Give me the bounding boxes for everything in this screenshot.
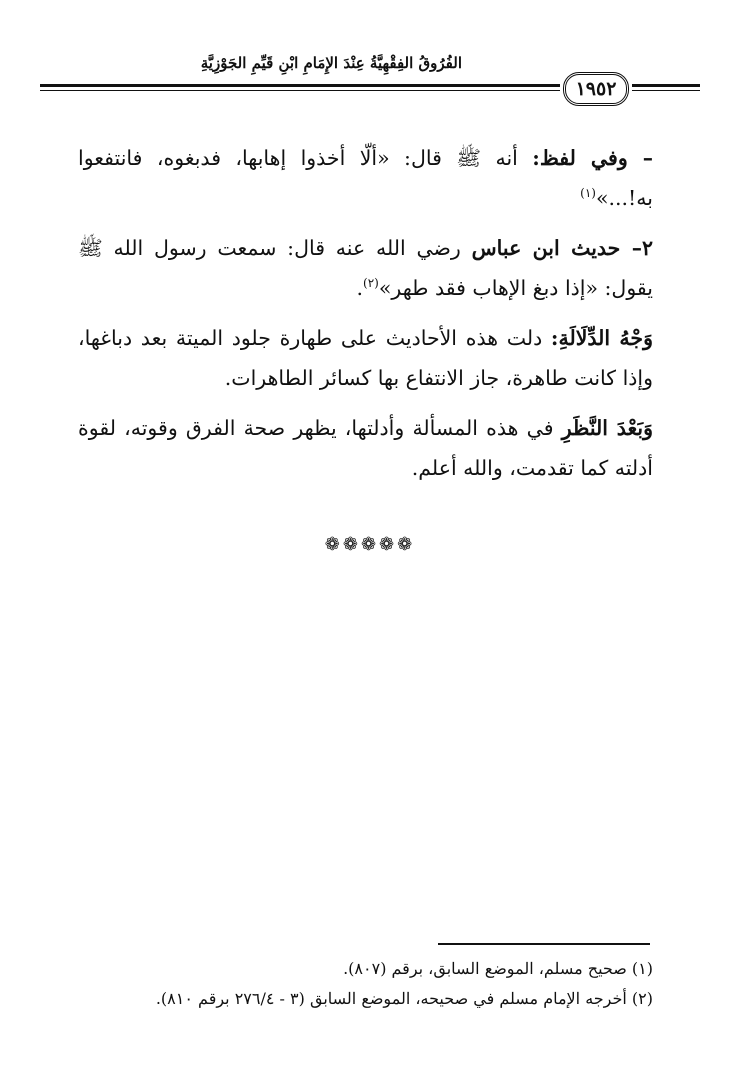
header-title: الفُرُوقُ الفِقْهِيَّةُ عِنْدَ الإِمَامِ ابْنِ قَيِّمِ الجَوْزِيَّةِ (200, 54, 462, 72)
paragraph-4-text: في هذه المسألة وأدلتها، يظهر صحة الفرق وقوته، لقوة أدلته كما تقدمت، والله أعلم. (78, 416, 653, 480)
page-number: ١٩٥٢ (563, 72, 629, 106)
main-text (78, 138, 653, 498)
paragraph-2-text: رضي الله عنه قال: سمعت رسول الله ﷺ يقول: «إذا دبغ الإهاب فقد طهر» (78, 236, 653, 300)
paragraph-3 (78, 318, 653, 398)
paragraph-3-text: دلت هذه الأحاديث على طهارة جلود الميتة بعد دباغها، وإذا كانت طاهرة، جاز الانتفاع بها كسائر الطاهرات. (78, 326, 653, 390)
footnote-1: (١) صحيح مسلم، الموضع السابق، برقم (٨٠٧). (343, 959, 653, 978)
paragraph-3-lead: وَجْهُ الدِّلَالَةِ: (550, 326, 653, 350)
footnote-ref-1[interactable]: (١) (580, 186, 596, 201)
header-rule-thick (40, 84, 560, 87)
paragraph-1-text: أنه ﷺ قال: «ألّا أخذوا إهابها، فدبغوه، فانتفعوا به!...» (78, 146, 653, 210)
paragraph-1 (78, 138, 653, 218)
paragraph-2-lead: ٢– حديث ابن عباس (471, 236, 654, 260)
header-rule-thick-right (632, 84, 700, 87)
paragraph-4 (78, 408, 653, 488)
footnote-ref-2[interactable]: (٢) (363, 276, 379, 291)
header-rule-thin-right (632, 90, 700, 91)
footnote-2: (٢) أخرجه الإمام مسلم في صحيحه، الموضع السابق (٣ - ٢٧٦/٤ برقم ٨١٠). (155, 989, 653, 1008)
paragraph-4-lead: وَبَعْدَ النَّظَرِ (561, 416, 653, 440)
paragraph-2 (78, 228, 653, 308)
paragraph-2-tail: . (356, 276, 364, 300)
section-ornament: ❁❁❁❁❁ (324, 534, 416, 555)
running-header (40, 52, 700, 114)
footnote-separator (438, 943, 650, 945)
header-rule-thin (40, 90, 560, 91)
paragraph-1-lead: – وفي لفظ: (532, 146, 653, 170)
footnotes (78, 954, 653, 1014)
